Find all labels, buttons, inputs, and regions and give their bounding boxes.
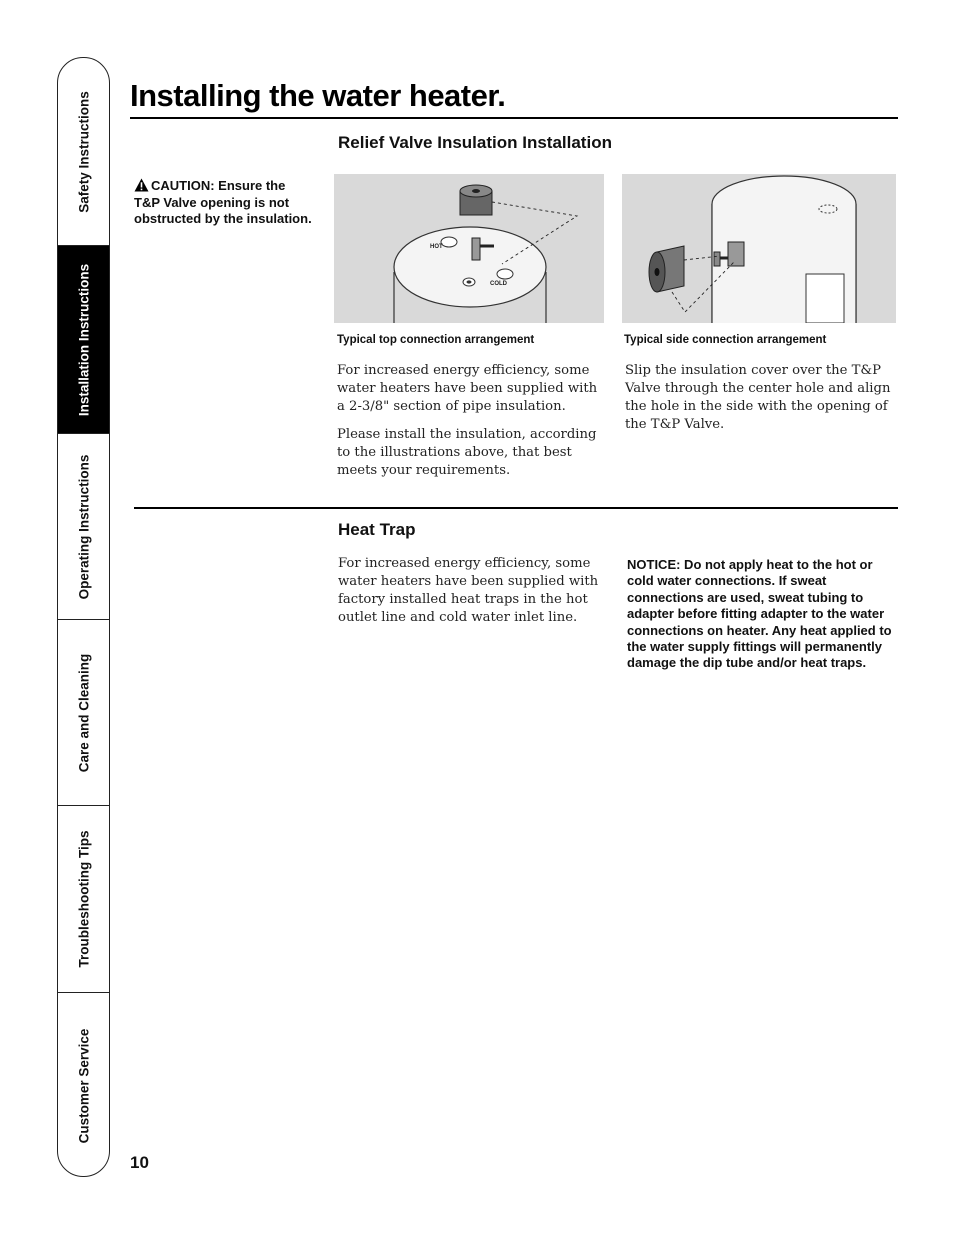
caution-label: CAUTION: bbox=[151, 178, 215, 193]
relief-right-text bbox=[625, 362, 895, 444]
section-tab-bar bbox=[57, 57, 110, 1177]
tab-label: Customer Service bbox=[76, 1028, 91, 1143]
insulation-paragraph: For increased energy efficiency, some water heaters have been supplied with a 2-3/8" section of pipe insulation. bbox=[337, 363, 598, 414]
heat-trap-heading: Heat Trap bbox=[338, 520, 416, 539]
page-number: 10 bbox=[130, 1153, 149, 1172]
notice-text: NOTICE: Do not apply heat to the hot or cold water connections. If sweat connections are used, sweat tubing to adapter before fitting adapter to the water connections on heater. Any heat applied to the water supply fittings will permanently damage the dip tube and/or heat traps. bbox=[627, 557, 892, 671]
caution-note bbox=[134, 178, 314, 228]
tab-label: Operating Instructions bbox=[76, 454, 91, 599]
tab-label: Care and Cleaning bbox=[76, 653, 91, 772]
warning-icon bbox=[134, 178, 149, 192]
tab-label: Installation Instructions bbox=[76, 263, 91, 416]
caption-side-connection: Typical side connection arrangement bbox=[624, 334, 827, 346]
tab-customer-service[interactable] bbox=[58, 993, 109, 1177]
tab-operating-instructions[interactable] bbox=[58, 434, 109, 620]
hot-label: HOT bbox=[430, 244, 443, 250]
caution-text: Ensure the T&P Valve opening is not obstructed by the insulation. bbox=[134, 178, 312, 226]
section-divider bbox=[134, 507, 898, 509]
side-connection-illustration bbox=[622, 174, 896, 323]
cold-label: COLD bbox=[490, 281, 507, 287]
heat-trap-paragraph: For increased energy efficiency, some water heaters have been supplied with factory installed heat traps in the hot outlet line and cold water inlet line. bbox=[338, 556, 599, 625]
page-title: Installing the water heater. bbox=[130, 78, 506, 113]
tab-care-and-cleaning[interactable] bbox=[58, 620, 109, 806]
install-paragraph: Please install the insulation, according to the illustrations above, that best meets your requirements. bbox=[337, 427, 597, 478]
tab-troubleshooting-tips[interactable] bbox=[58, 806, 109, 993]
tab-safety-instructions[interactable] bbox=[58, 58, 109, 246]
water-heater-top-drawing bbox=[334, 174, 604, 323]
tab-label: Troubleshooting Tips bbox=[76, 830, 91, 968]
title-rule bbox=[130, 117, 898, 119]
heat-trap-text bbox=[338, 555, 602, 637]
water-heater-side-drawing bbox=[622, 174, 896, 323]
relief-left-text bbox=[337, 362, 599, 490]
caption-top-connection: Typical top connection arrangement bbox=[337, 334, 535, 346]
tab-label: Safety Instructions bbox=[76, 90, 91, 213]
slip-cover-paragraph: Slip the insulation cover over the T&P Valve through the center hole and align the hole in the side with the opening of the T&P Valve. bbox=[625, 363, 891, 432]
relief-valve-heading: Relief Valve Insulation Installation bbox=[338, 133, 612, 152]
top-connection-illustration bbox=[334, 174, 604, 323]
tab-installation-instructions[interactable] bbox=[58, 246, 109, 434]
